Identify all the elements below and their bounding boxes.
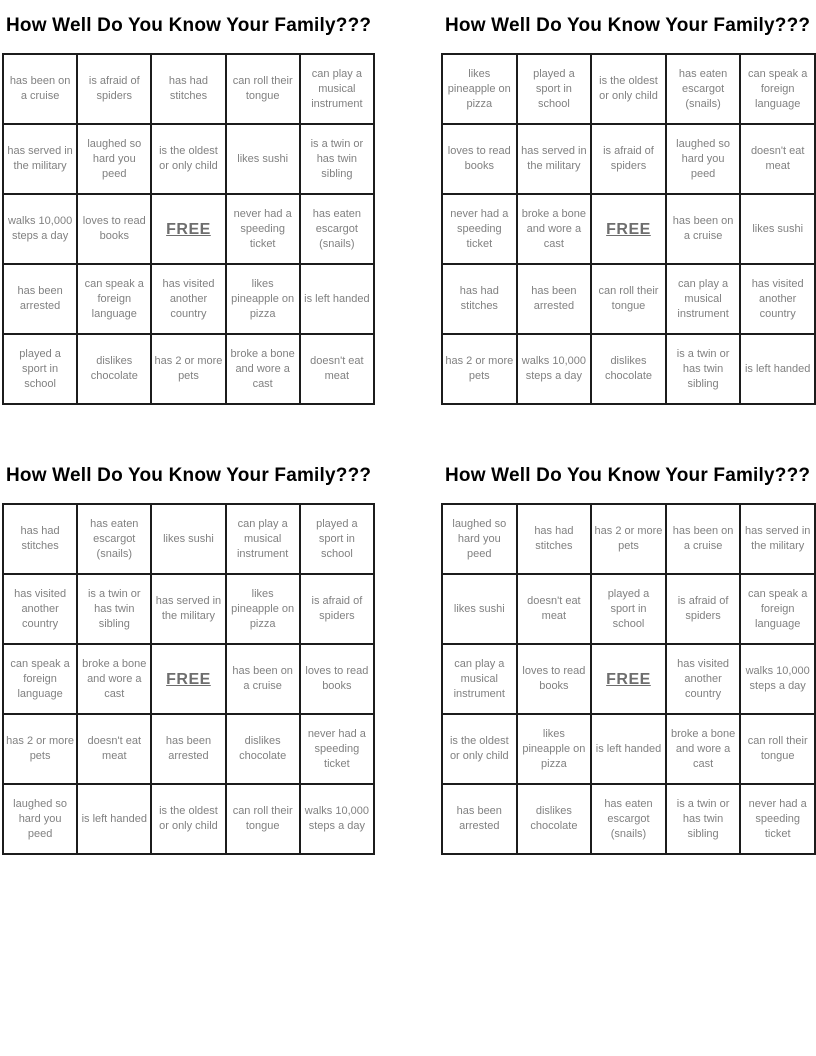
bingo-cell: broke a bone and wore a cast: [77, 644, 151, 714]
bingo-cell: laughed so hard you peed: [77, 124, 151, 194]
bingo-cell: likes sushi: [442, 574, 517, 644]
bingo-card-2: [441, 12, 816, 405]
bingo-cell: dislikes chocolate: [517, 784, 592, 854]
bingo-cell: never had a speeding ticket: [226, 194, 300, 264]
bingo-cell: likes pineapple on pizza: [442, 54, 517, 124]
bingo-cell: broke a bone and wore a cast: [666, 714, 741, 784]
bingo-cell: doesn't eat meat: [517, 574, 592, 644]
bingo-cell: has served in the military: [740, 504, 815, 574]
bingo-cell: likes sushi: [740, 194, 815, 264]
bingo-cell: can play a musical instrument: [666, 264, 741, 334]
bingo-cell: likes pineapple on pizza: [226, 264, 300, 334]
bingo-cell: has had stitches: [442, 264, 517, 334]
bingo-cell: dislikes chocolate: [77, 334, 151, 404]
grid-row: [3, 784, 374, 854]
bingo-cell: has 2 or more pets: [3, 714, 77, 784]
bingo-cell: can play a musical instrument: [442, 644, 517, 714]
bingo-cell: is a twin or has twin sibling: [666, 334, 741, 404]
bingo-cell: can play a musical instrument: [226, 504, 300, 574]
grid-row: [3, 574, 374, 644]
bingo-cell: has eaten escargot (snails): [591, 784, 666, 854]
grid-row: [442, 504, 815, 574]
bingo-cell: can roll their tongue: [740, 714, 815, 784]
bingo-cell: is the oldest or only child: [442, 714, 517, 784]
free-cell: FREE: [151, 194, 225, 264]
bingo-cell: is left handed: [300, 264, 374, 334]
bingo-card-3: [2, 462, 375, 855]
bingo-cell: played a sport in school: [591, 574, 666, 644]
bingo-cell: is the oldest or only child: [151, 784, 225, 854]
free-cell: FREE: [591, 644, 666, 714]
bingo-cell: is left handed: [77, 784, 151, 854]
bingo-cell: has served in the military: [517, 124, 592, 194]
bingo-cell: has served in the military: [151, 574, 225, 644]
bingo-cell: is the oldest or only child: [151, 124, 225, 194]
bingo-cell: likes sushi: [151, 504, 225, 574]
bingo-cell: laughed so hard you peed: [666, 124, 741, 194]
bingo-cell: has visited another country: [740, 264, 815, 334]
bingo-cell: has been arrested: [151, 714, 225, 784]
bingo-cell: walks 10,000 steps a day: [517, 334, 592, 404]
grid-row: [442, 574, 815, 644]
bingo-cell: likes pineapple on pizza: [517, 714, 592, 784]
card-title: How Well Do You Know Your Family???: [445, 15, 811, 36]
bingo-cell: has eaten escargot (snails): [300, 194, 374, 264]
free-cell: FREE: [591, 194, 666, 264]
grid-row: [3, 124, 374, 194]
bingo-cell: has visited another country: [3, 574, 77, 644]
bingo-grid: [2, 53, 375, 405]
bingo-cell: laughed so hard you peed: [3, 784, 77, 854]
bingo-cell: is afraid of spiders: [591, 124, 666, 194]
bingo-cell: has been on a cruise: [666, 194, 741, 264]
grid-row: [442, 194, 815, 264]
bingo-cell: never had a speeding ticket: [442, 194, 517, 264]
bingo-card-1: [2, 12, 375, 405]
bingo-grid: [441, 503, 816, 855]
card-title: How Well Do You Know Your Family???: [6, 465, 372, 486]
card-title: How Well Do You Know Your Family???: [6, 15, 372, 36]
bingo-cell: has 2 or more pets: [151, 334, 225, 404]
bingo-cell: never had a speeding ticket: [740, 784, 815, 854]
bingo-cell: has been arrested: [3, 264, 77, 334]
bingo-cell: can play a musical instrument: [300, 54, 374, 124]
bingo-cell: can roll their tongue: [591, 264, 666, 334]
bingo-cell: can speak a foreign language: [740, 54, 815, 124]
bingo-grid: [2, 503, 375, 855]
bingo-cell: has 2 or more pets: [591, 504, 666, 574]
bingo-cell: is afraid of spiders: [300, 574, 374, 644]
grid-row: [3, 264, 374, 334]
bingo-cell: is afraid of spiders: [77, 54, 151, 124]
bingo-cell: can speak a foreign language: [3, 644, 77, 714]
bingo-cell: has been on a cruise: [666, 504, 741, 574]
bingo-cell: loves to read books: [442, 124, 517, 194]
bingo-cell: has been arrested: [517, 264, 592, 334]
bingo-cell: is left handed: [591, 714, 666, 784]
grid-row: [442, 264, 815, 334]
bingo-cell: dislikes chocolate: [226, 714, 300, 784]
bingo-cell: can speak a foreign language: [77, 264, 151, 334]
bingo-cell: has visited another country: [151, 264, 225, 334]
bingo-cell: likes sushi: [226, 124, 300, 194]
bingo-cell: is the oldest or only child: [591, 54, 666, 124]
bingo-card-4: [441, 462, 816, 855]
bingo-cell: loves to read books: [517, 644, 592, 714]
bingo-cell: has been arrested: [442, 784, 517, 854]
grid-row: [442, 644, 815, 714]
bingo-cell: loves to read books: [300, 644, 374, 714]
bingo-cell: doesn't eat meat: [740, 124, 815, 194]
bingo-cell: broke a bone and wore a cast: [517, 194, 592, 264]
grid-row: [3, 334, 374, 404]
bingo-cell: is a twin or has twin sibling: [666, 784, 741, 854]
grid-row: [3, 194, 374, 264]
bingo-cell: has served in the military: [3, 124, 77, 194]
bingo-grid: [441, 53, 816, 405]
bingo-cell: played a sport in school: [300, 504, 374, 574]
grid-row: [3, 644, 374, 714]
bingo-cell: has had stitches: [3, 504, 77, 574]
bingo-cell: can roll their tongue: [226, 54, 300, 124]
bingo-cell: has been on a cruise: [226, 644, 300, 714]
grid-row: [3, 54, 374, 124]
bingo-cell: broke a bone and wore a cast: [226, 334, 300, 404]
bingo-cell: dislikes chocolate: [591, 334, 666, 404]
bingo-cell: laughed so hard you peed: [442, 504, 517, 574]
bingo-cell: has 2 or more pets: [442, 334, 517, 404]
bingo-cell: is left handed: [740, 334, 815, 404]
grid-row: [442, 784, 815, 854]
bingo-cell: is a twin or has twin sibling: [77, 574, 151, 644]
bingo-cell: played a sport in school: [3, 334, 77, 404]
bingo-cell: likes pineapple on pizza: [226, 574, 300, 644]
bingo-cell: has been on a cruise: [3, 54, 77, 124]
bingo-cell: can speak a foreign language: [740, 574, 815, 644]
bingo-cell: is a twin or has twin sibling: [300, 124, 374, 194]
bingo-cell: walks 10,000 steps a day: [300, 784, 374, 854]
bingo-cell: walks 10,000 steps a day: [3, 194, 77, 264]
free-cell: FREE: [151, 644, 225, 714]
grid-row: [3, 504, 374, 574]
bingo-cell: doesn't eat meat: [77, 714, 151, 784]
bingo-cell: can roll their tongue: [226, 784, 300, 854]
grid-row: [3, 714, 374, 784]
bingo-cell: has had stitches: [151, 54, 225, 124]
bingo-cell: doesn't eat meat: [300, 334, 374, 404]
grid-row: [442, 54, 815, 124]
bingo-cell: has had stitches: [517, 504, 592, 574]
grid-row: [442, 334, 815, 404]
grid-row: [442, 124, 815, 194]
bingo-cell: loves to read books: [77, 194, 151, 264]
card-title: How Well Do You Know Your Family???: [445, 465, 811, 486]
bingo-cell: walks 10,000 steps a day: [740, 644, 815, 714]
bingo-cell: has visited another country: [666, 644, 741, 714]
bingo-cell: played a sport in school: [517, 54, 592, 124]
bingo-cell: has eaten escargot (snails): [666, 54, 741, 124]
bingo-cell: is afraid of spiders: [666, 574, 741, 644]
bingo-cell: never had a speeding ticket: [300, 714, 374, 784]
bingo-cell: has eaten escargot (snails): [77, 504, 151, 574]
grid-row: [442, 714, 815, 784]
